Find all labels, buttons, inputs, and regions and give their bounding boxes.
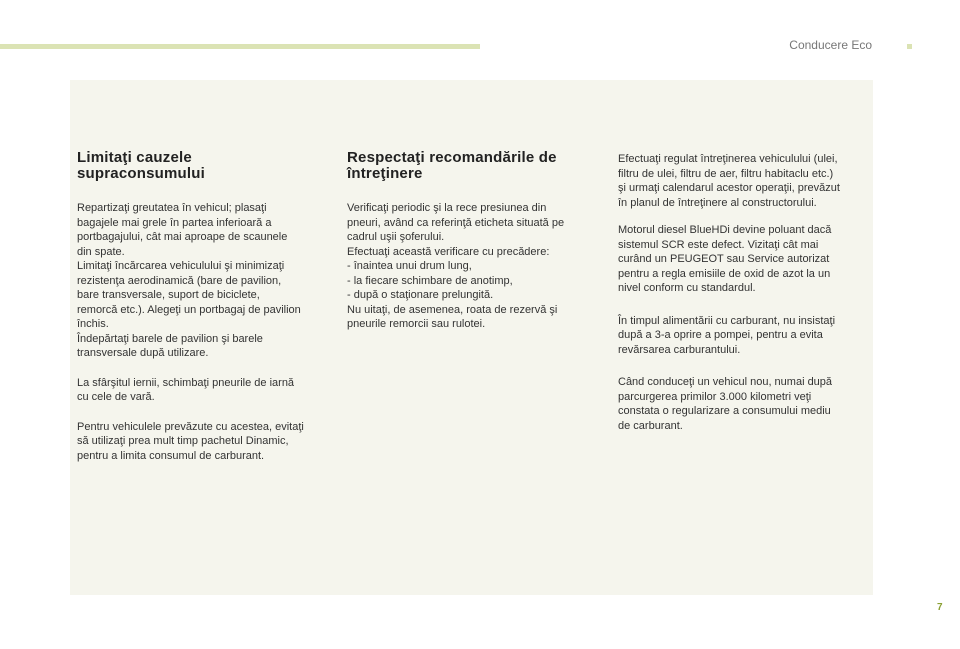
heading-maintenance: Respectaţi recomandările de întreţinere — [347, 149, 557, 182]
heading-overconsumption: Limitaţi cauzele supraconsumului — [77, 149, 206, 182]
page-number: 7 — [937, 602, 943, 613]
section-title: Conducere Eco — [789, 38, 872, 52]
column-maintenance-details — [618, 152, 868, 433]
paragraph-weight-distribution: Repartizaţi greutatea în vehicul; plasaţi bagajele mai grele în partea inferioară a portbagajului, cât mai aproape de scaunele din spate. Limitaţi încărcarea vehiculului şi minimizaţi rezistenţa aerodinamică (bare de pavilion, bare transversale, suport de biciclete, remorcă etc.). Alegeţi un portbagaj de pavilion închis. Îndepărtaţi barele de pavilion şi barele transversale după utilizare. — [77, 202, 301, 359]
paragraph-winter-tyres: La sfârşitul iernii, schimbaţi pneurile de iarnă cu cele de vară. — [77, 376, 295, 403]
paragraph-tyre-pressure: Verificaţi periodic şi la rece presiunea din pneuri, având ca referinţă eticheta situată pe cadrul uşii şoferului. Efectuaţi această verificare cu precădere: - înaintea unui drum lung, - la fiecare schimbare de anotimp, - după o staţionare prelungită. Nu uitaţi, de asemenea, roata de rezervă şi pneurile remorcii sau rulotei. — [347, 202, 565, 330]
paragraph-regular-maintenance: Efectuaţi regulat întreţinerea vehiculului (ulei, filtru de ulei, filtru de aer, filtru habitaclu etc.) şi urmaţi calendarul acestor operaţii, prevăzut în planul de întreţinere al constructorului. — [618, 153, 840, 209]
paragraph-new-vehicle: Când conduceţi un vehicul nou, numai după parcurgerea primilor 3.000 kilometri veţi constata o regularizare a consumului mediu de carburant. — [618, 376, 833, 432]
column-overconsumption — [77, 150, 332, 463]
header-accent-square — [907, 44, 912, 49]
paragraph-bluehdi-scr: Motorul diesel BlueHDi devine poluant dacă sistemul SCR este defect. Vizitaţi cât mai curând un PEUGEOT sau Service autorizat pentru a regla emisiile de oxid de azot la un nivel conform cu standardul. — [618, 224, 832, 294]
header-accent-bar — [0, 44, 480, 49]
column-maintenance-recommendations — [347, 150, 592, 332]
paragraph-dynamic-pack: Pentru vehiculele prevăzute cu acestea, evitaţi să utilizaţi prea mult timp pachetul Dinamic, pentru a limita consumul de carburant. — [77, 420, 304, 462]
paragraph-refuelling: În timpul alimentării cu carburant, nu insistaţi după a 3-a oprire a pompei, pentru a evita revărsarea carburantului. — [618, 314, 836, 356]
